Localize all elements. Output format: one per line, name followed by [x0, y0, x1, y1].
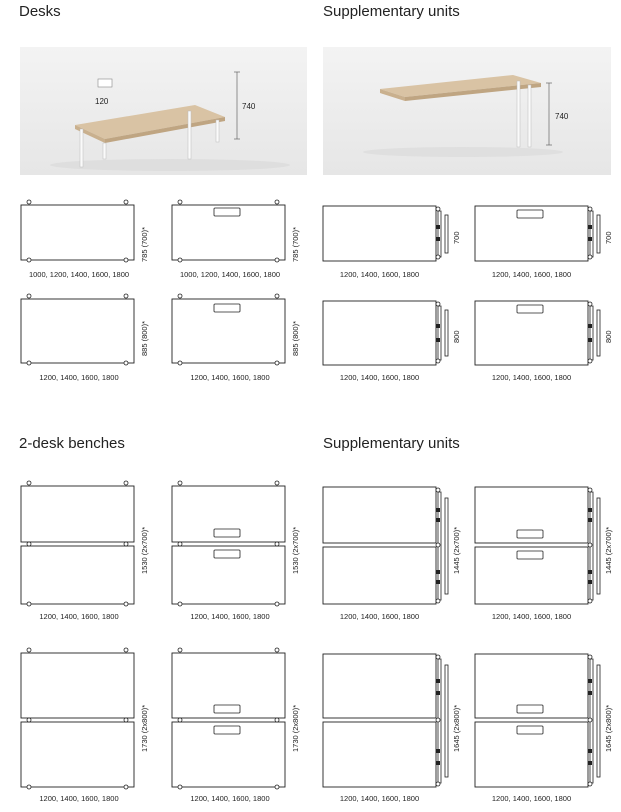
depth-label: 885 (800)*	[291, 320, 300, 356]
width-label: 1200, 1400, 1600, 1800	[39, 612, 119, 621]
depth-label: 1530 (2x700)*	[140, 526, 149, 574]
depth-label: 700	[604, 231, 613, 244]
width-label: 1200, 1400, 1600, 1800	[190, 373, 270, 382]
width-label: 1200, 1400, 1600, 1800	[339, 373, 420, 382]
bench-plan-1530-cable	[169, 479, 289, 609]
width-label: 1200, 1400, 1600, 1800	[190, 794, 270, 803]
depth-label: 1530 (2x700)*	[291, 526, 300, 574]
heading-supplementary-units-bottom: Supplementary units	[323, 435, 460, 452]
width-label: 1000, 1200, 1400, 1600, 1800	[28, 270, 130, 279]
desk-plan-785-cable	[169, 198, 289, 263]
desk-photo-width-dim: 120	[95, 97, 109, 106]
supplementary-bench-plan-1645-cable	[472, 651, 602, 791]
desk-plan-885	[18, 292, 138, 367]
supplementary-bench-plan-1645	[320, 651, 450, 791]
desk-photo-height-dim: 740	[242, 102, 256, 111]
width-label: 1200, 1400, 1600, 1800	[339, 270, 420, 279]
bench-plan-1730	[18, 646, 138, 791]
depth-label: 800	[604, 330, 613, 343]
bench-plan-1730-cable	[169, 646, 289, 791]
depth-label: 1730 (2x800)*	[140, 704, 149, 752]
supplementary-plan-700-cable	[472, 203, 602, 263]
width-label: 1200, 1400, 1600, 1800	[39, 373, 119, 382]
supplementary-plan-800	[320, 298, 450, 368]
depth-label: 1445 (2x700)*	[604, 526, 613, 574]
width-label: 1200, 1400, 1600, 1800	[39, 794, 119, 803]
heading-desks: Desks	[19, 3, 61, 20]
depth-label: 800	[452, 330, 461, 343]
supplementary-plan-800-cable	[472, 298, 602, 368]
width-label: 1200, 1400, 1600, 1800	[491, 612, 572, 621]
depth-label: 785 (700)*	[140, 226, 149, 262]
depth-label: 1730 (2x800)*	[291, 704, 300, 752]
depth-label: 700	[452, 231, 461, 244]
supp-photo-height-dim: 740	[555, 112, 569, 121]
supplementary-bench-plan-1445	[320, 484, 450, 608]
width-label: 1200, 1400, 1600, 1800	[491, 794, 572, 803]
width-label: 1000, 1200, 1400, 1600, 1800	[179, 270, 281, 279]
heading-supplementary-units-top: Supplementary units	[323, 3, 460, 20]
bench-plan-1530	[18, 479, 138, 609]
width-label: 1200, 1400, 1600, 1800	[339, 794, 420, 803]
heading-2-desk-benches: 2-desk benches	[19, 435, 125, 452]
desk-plan-785	[18, 198, 138, 263]
desk-plan-885-cable	[169, 292, 289, 367]
depth-label: 1645 (2x800)*	[452, 704, 461, 752]
width-label: 1200, 1400, 1600, 1800	[339, 612, 420, 621]
desk-photo	[20, 47, 307, 175]
depth-label: 785 (700)*	[291, 226, 300, 262]
supplementary-unit-photo	[323, 47, 611, 175]
width-label: 1200, 1400, 1600, 1800	[190, 612, 270, 621]
depth-label: 1445 (2x700)*	[452, 526, 461, 574]
width-label: 1200, 1400, 1600, 1800	[491, 270, 572, 279]
depth-label: 885 (800)*	[140, 320, 149, 356]
supplementary-plan-700	[320, 203, 450, 263]
width-label: 1200, 1400, 1600, 1800	[491, 373, 572, 382]
supplementary-bench-plan-1445-cable	[472, 484, 602, 608]
depth-label: 1645 (2x800)*	[604, 704, 613, 752]
